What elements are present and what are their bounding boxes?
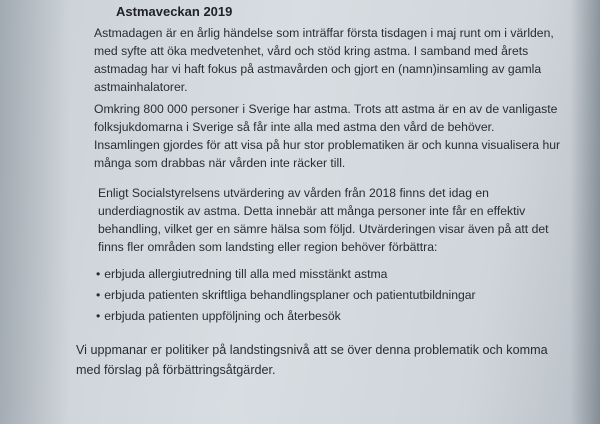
- document-title: Astmaveckan 2019: [116, 4, 233, 19]
- list-item-text: erbjuda patienten skriftliga behandlingsplaner och patientutbildningar: [104, 288, 476, 302]
- right-shadow: [570, 0, 600, 424]
- bullet-icon: •: [96, 309, 101, 323]
- paragraph-call-to-action: Vi uppmanar er politiker på landstingsnivå att se över denna problematik och komma med förslag på förbättringsåtgärder.: [76, 343, 548, 377]
- paragraph-collection: Insamlingen gjordes för att visa på hur stor problematiken är och kunna visualisera hur många som drabbas när vården inte räcker till.: [94, 138, 561, 170]
- left-shadow: [0, 0, 70, 424]
- list-item: [96, 285, 476, 306]
- list-item: [96, 264, 476, 285]
- bullet-icon: •: [96, 288, 101, 302]
- list-item-text: erbjuda patienten uppföljning och återbesök: [104, 309, 341, 323]
- paragraph-statistics: Omkring 800 000 personer i Sverige har astma. Trots att astma är en av de vanligaste folksjukdomarna i Sverige så får inte alla med astma den vård de behöver.: [94, 102, 558, 134]
- paragraph-intro: Astmadagen är en årlig händelse som inträffar första tisdagen i maj runt om i världen, med syfte att öka medvetenhet, vård och stöd kring astma. I samband med årets astmadag har vi haft fokus på astmavården och gjort en (namn)insamling av gamla astmainhalatorer.: [94, 26, 554, 94]
- paragraph-evaluation: Enligt Socialstyrelsens utvärdering av vården från 2018 finns det idag en underdiagnostik av astma. Detta innebär att många personer inte får en effektiv behandling, vilket ger en sämre hälsa som följd. Utvärderingen visar även på att det finns fler områden som landsting eller region behöver förbättra:: [98, 186, 549, 254]
- improvement-list: [96, 264, 476, 327]
- bullet-icon: •: [96, 267, 101, 281]
- list-item: [96, 306, 476, 327]
- list-item-text: erbjuda allergiutredning till alla med misstänkt astma: [104, 267, 388, 281]
